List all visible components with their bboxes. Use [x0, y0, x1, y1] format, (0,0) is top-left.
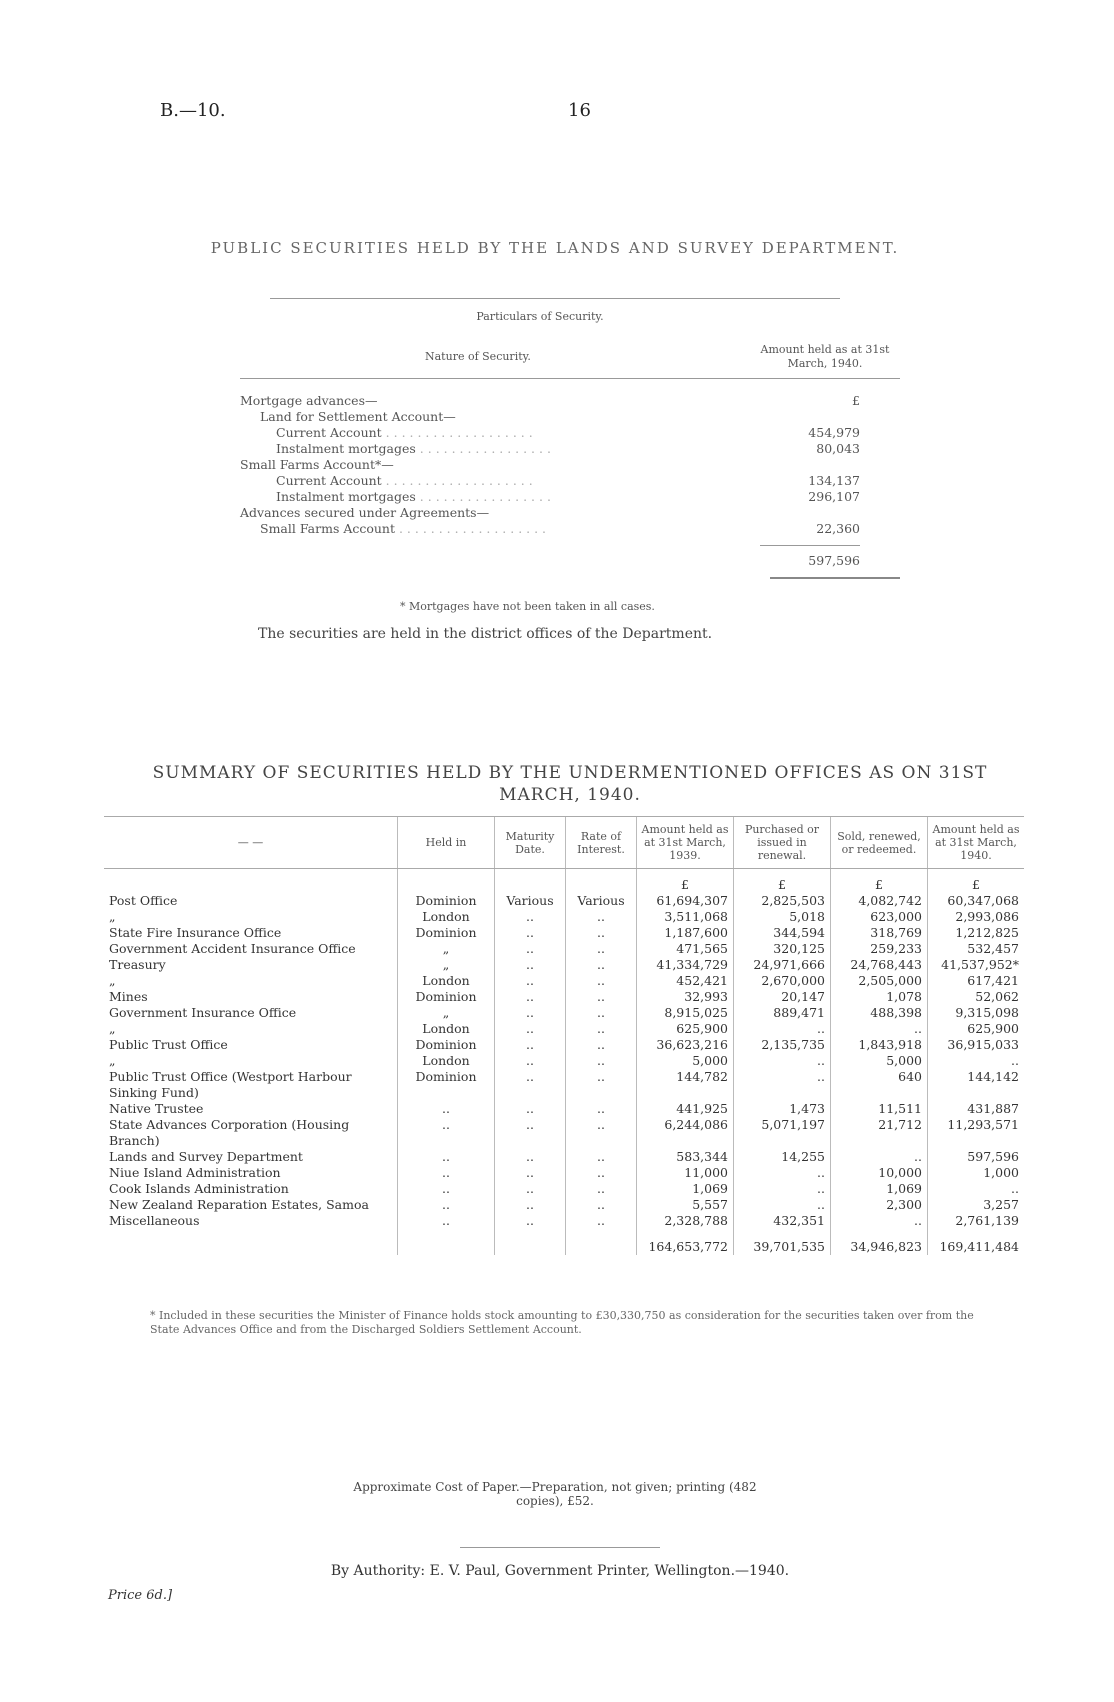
amount-1939-cell: 5,000 — [637, 1053, 734, 1069]
maturity-cell: .. — [495, 1117, 566, 1149]
sold-cell: 640 — [831, 1069, 928, 1101]
maturity-cell: .. — [495, 1181, 566, 1197]
purchased-cell: .. — [734, 1021, 831, 1037]
amount-1940-cell: 431,887 — [928, 1101, 1025, 1117]
amount-1940-cell: 1,212,825 — [928, 925, 1025, 941]
row-label: Mortgage advances— — [240, 393, 378, 408]
note-text: The securities are held in the district offices of the Department. — [258, 626, 713, 642]
purchased-cell: 344,594 — [734, 925, 831, 941]
amount-1939-cell: 583,344 — [637, 1149, 734, 1165]
amount-1940-cell: 617,421 — [928, 973, 1025, 989]
table-row — [276, 473, 533, 488]
sold-cell: 1,843,918 — [831, 1037, 928, 1053]
office-cell: New Zealand Reparation Estates, Samoa — [109, 1197, 369, 1212]
authority-line: By Authority: E. V. Paul, Government Printer, Wellington.—1940. — [330, 1563, 790, 1579]
held-in-cell: „ — [398, 957, 495, 973]
office-cell: Public Trust Office — [109, 1037, 228, 1052]
row-label: Instalment mortgages — [276, 441, 416, 456]
rate-cell: .. — [566, 1213, 637, 1229]
currency-symbol: £ — [637, 869, 734, 894]
currency-symbol: £ — [734, 869, 831, 894]
maturity-cell: .. — [495, 989, 566, 1005]
column-header-held-in: Held in — [398, 817, 495, 869]
held-in-cell: „ — [398, 1005, 495, 1021]
amount-1939-cell: 471,565 — [637, 941, 734, 957]
amount-1940-cell: 2,993,086 — [928, 909, 1025, 925]
held-in-cell: Dominion — [398, 925, 495, 941]
currency-row — [104, 869, 1024, 894]
amount-1939-cell: 11,000 — [637, 1165, 734, 1181]
maturity-cell: .. — [495, 973, 566, 989]
total-a1939-cell: 164,653,772 — [637, 1229, 734, 1255]
cost-note: Approximate Cost of Paper.—Preparation, not given; printing (482 copies), £52. — [353, 1480, 757, 1508]
table-row — [260, 409, 456, 424]
purchased-cell: 2,135,735 — [734, 1037, 831, 1053]
maturity-cell: .. — [495, 1069, 566, 1101]
office-cell: Government Accident Insurance Office — [109, 941, 356, 956]
held-in-cell: Dominion — [398, 989, 495, 1005]
office-cell: „ — [109, 973, 116, 988]
held-in-cell: .. — [398, 1213, 495, 1229]
purchased-cell: 2,825,503 — [734, 893, 831, 909]
held-in-cell: .. — [398, 1149, 495, 1165]
table-row — [104, 941, 1024, 957]
section-title: PUBLIC SECURITIES HELD BY THE LANDS AND SURVEY DEPARTMENT. — [210, 239, 900, 257]
rate-cell: .. — [566, 1037, 637, 1053]
table-row — [260, 521, 546, 536]
page-number: 16 — [568, 100, 591, 121]
rate-cell: .. — [566, 941, 637, 957]
office-cell: Cook Islands Administration — [109, 1181, 289, 1196]
sold-cell: 488,398 — [831, 1005, 928, 1021]
office-cell: „ — [109, 909, 116, 924]
maturity-cell: .. — [495, 1165, 566, 1181]
purchased-cell: 432,351 — [734, 1213, 831, 1229]
purchased-cell: .. — [734, 1197, 831, 1213]
totals-row — [104, 1229, 1024, 1255]
amount-1940-cell: 2,761,139 — [928, 1213, 1025, 1229]
rate-cell: .. — [566, 1165, 637, 1181]
amount-1939-cell: 1,187,600 — [637, 925, 734, 941]
summary-title: SUMMARY OF SECURITIES HELD BY THE UNDERMENTIONED OFFICES AS ON 31ST MARCH, 1940. — [152, 763, 988, 805]
sold-cell: 4,082,742 — [831, 893, 928, 909]
table-row — [104, 1165, 1024, 1181]
total-value: 597,596 — [808, 553, 860, 568]
maturity-cell: .. — [495, 925, 566, 941]
maturity-cell: Various — [495, 893, 566, 909]
row-label: Instalment mortgages — [276, 489, 416, 504]
held-in-cell: London — [398, 1053, 495, 1069]
office-cell: Niue Island Administration — [109, 1165, 281, 1180]
rate-cell: .. — [566, 1101, 637, 1117]
amount-1940-cell: .. — [928, 1053, 1025, 1069]
amount-1939-cell: 61,694,307 — [637, 893, 734, 909]
table-row — [104, 989, 1024, 1005]
row-label: Current Account — [276, 473, 382, 488]
purchased-cell: .. — [734, 1165, 831, 1181]
held-in-cell: London — [398, 1021, 495, 1037]
sold-cell: 10,000 — [831, 1165, 928, 1181]
office-cell: Mines — [109, 989, 148, 1004]
purchased-cell: 5,071,197 — [734, 1117, 831, 1149]
rate-cell: .. — [566, 1005, 637, 1021]
table-header-row — [104, 817, 1024, 869]
sold-cell: 2,505,000 — [831, 973, 928, 989]
held-in-cell: Dominion — [398, 1069, 495, 1101]
rate-cell: .. — [566, 1197, 637, 1213]
sold-cell: 318,769 — [831, 925, 928, 941]
table-row — [104, 925, 1024, 941]
table-row — [276, 425, 533, 440]
divider — [240, 378, 900, 379]
amount-1939-cell: 3,511,068 — [637, 909, 734, 925]
office-cell: „ — [109, 1053, 116, 1068]
table-row — [104, 973, 1024, 989]
held-in-cell: .. — [398, 1197, 495, 1213]
amount-1939-cell: 1,069 — [637, 1181, 734, 1197]
column-header-purchased: Purchased or issued in renewal. — [734, 817, 831, 869]
sold-cell: 24,768,443 — [831, 957, 928, 973]
purchased-cell: 14,255 — [734, 1149, 831, 1165]
purchased-cell: .. — [734, 1181, 831, 1197]
column-header-maturity: Maturity Date. — [495, 817, 566, 869]
amount-1940-cell: 532,457 — [928, 941, 1025, 957]
securities-table — [240, 393, 900, 593]
amount-1940-cell: 1,000 — [928, 1165, 1025, 1181]
table-row — [104, 1117, 1024, 1149]
sold-cell: 5,000 — [831, 1053, 928, 1069]
table-row — [104, 1021, 1024, 1037]
rate-cell: .. — [566, 1149, 637, 1165]
table-row — [104, 1005, 1024, 1021]
amount-1940-cell: 3,257 — [928, 1197, 1025, 1213]
total-a1940-cell: 169,411,484 — [928, 1229, 1025, 1255]
currency-symbol: £ — [852, 393, 860, 408]
row-value: 134,137 — [808, 473, 860, 488]
maturity-cell: .. — [495, 1101, 566, 1117]
office-cell: Miscellaneous — [109, 1213, 200, 1228]
amount-1939-cell: 36,623,216 — [637, 1037, 734, 1053]
sold-cell: 21,712 — [831, 1117, 928, 1149]
sold-cell: 1,078 — [831, 989, 928, 1005]
rate-cell: .. — [566, 1181, 637, 1197]
rate-cell: .. — [566, 1069, 637, 1101]
row-label: Current Account — [276, 425, 382, 440]
column-header-amount: Amount held as at 31st March, 1940. — [760, 343, 890, 370]
table-row — [104, 1197, 1024, 1213]
amount-1940-cell: .. — [928, 1181, 1025, 1197]
amount-1940-cell: 11,293,571 — [928, 1117, 1025, 1149]
amount-1939-cell: 6,244,086 — [637, 1117, 734, 1149]
leader-dots: . . . . . . . . . . . . . . . . . — [415, 489, 551, 504]
amount-1939-cell: 5,557 — [637, 1197, 734, 1213]
amount-1939-cell: 452,421 — [637, 973, 734, 989]
column-header-rate: Rate of Interest. — [566, 817, 637, 869]
held-in-cell: .. — [398, 1165, 495, 1181]
table-row — [104, 1101, 1024, 1117]
maturity-cell: .. — [495, 1053, 566, 1069]
amount-1940-cell: 52,062 — [928, 989, 1025, 1005]
held-in-cell: Dominion — [398, 1037, 495, 1053]
purchased-cell: .. — [734, 1069, 831, 1101]
held-in-cell: .. — [398, 1101, 495, 1117]
column-header-office: — — — [104, 817, 398, 869]
rate-cell: .. — [566, 925, 637, 941]
series-number: B.—10. — [160, 100, 226, 121]
table-row — [104, 1149, 1024, 1165]
summary-footnote: * Included in these securities the Minister of Finance holds stock amounting to £30,330,750 as consideration for the securities taken over from the State Advances Office and from the Discharged Soldiers Settlement Account. — [150, 1309, 974, 1336]
amount-1939-cell: 625,900 — [637, 1021, 734, 1037]
amount-1940-cell: 60,347,068 — [928, 893, 1025, 909]
price-label: Price 6d.] — [108, 1588, 173, 1603]
particulars-heading: Particulars of Security. — [476, 310, 604, 323]
table-row — [240, 505, 489, 520]
row-value: 296,107 — [808, 489, 860, 504]
rate-cell: .. — [566, 957, 637, 973]
rate-cell: .. — [566, 973, 637, 989]
sold-cell: .. — [831, 1021, 928, 1037]
office-cell: Treasury — [109, 957, 166, 972]
purchased-cell: 889,471 — [734, 1005, 831, 1021]
sold-cell: .. — [831, 1213, 928, 1229]
divider — [770, 577, 900, 579]
office-cell: State Advances Corporation (Housing Branch) — [109, 1117, 350, 1148]
maturity-cell: .. — [495, 941, 566, 957]
purchased-cell: 24,971,666 — [734, 957, 831, 973]
table-row — [104, 909, 1024, 925]
maturity-cell: .. — [495, 1213, 566, 1229]
leader-dots: . . . . . . . . . . . . . . . . . . . — [381, 425, 533, 440]
summary-table — [104, 816, 1024, 1255]
rate-cell: .. — [566, 1053, 637, 1069]
office-cell: Native Trustee — [109, 1101, 204, 1116]
leader-dots: . . . . . . . . . . . . . . . . . — [415, 441, 551, 456]
maturity-cell: .. — [495, 909, 566, 925]
maturity-cell: .. — [495, 957, 566, 973]
office-cell: Post Office — [109, 893, 178, 908]
amount-1939-cell: 41,334,729 — [637, 957, 734, 973]
row-label: Land for Settlement Account— — [260, 409, 456, 424]
amount-1940-cell: 36,915,033 — [928, 1037, 1025, 1053]
maturity-cell: .. — [495, 1149, 566, 1165]
currency-symbol: £ — [928, 869, 1025, 894]
table-row — [240, 393, 377, 408]
amount-1939-cell: 144,782 — [637, 1069, 734, 1101]
row-label: Small Farms Account*— — [240, 457, 394, 472]
purchased-cell: 2,670,000 — [734, 973, 831, 989]
amount-1939-cell: 8,915,025 — [637, 1005, 734, 1021]
leader-dots: . . . . . . . . . . . . . . . . . . . — [381, 473, 533, 488]
held-in-cell: London — [398, 909, 495, 925]
table-row — [104, 1181, 1024, 1197]
footnote: * Mortgages have not been taken in all cases. — [400, 600, 655, 613]
divider — [760, 545, 860, 546]
purchased-cell: 1,473 — [734, 1101, 831, 1117]
purchased-cell: .. — [734, 1053, 831, 1069]
maturity-cell: .. — [495, 1021, 566, 1037]
total-purchased-cell: 39,701,535 — [734, 1229, 831, 1255]
office-cell: „ — [109, 1021, 116, 1036]
table-row — [104, 957, 1024, 973]
sold-cell: 259,233 — [831, 941, 928, 957]
held-in-cell: .. — [398, 1117, 495, 1149]
rate-cell: .. — [566, 909, 637, 925]
office-cell: State Fire Insurance Office — [109, 925, 282, 940]
column-header-amount-1940: Amount held as at 31st March, 1940. — [928, 817, 1025, 869]
table-row — [276, 489, 551, 504]
sold-cell: .. — [831, 1149, 928, 1165]
table-row — [276, 441, 551, 456]
office-cell: Lands and Survey Department — [109, 1149, 303, 1164]
purchased-cell: 5,018 — [734, 909, 831, 925]
office-cell: Public Trust Office (Westport Harbour Sinking Fund) — [109, 1069, 352, 1100]
held-in-cell: London — [398, 973, 495, 989]
office-cell: Government Insurance Office — [109, 1005, 297, 1020]
amount-1939-cell: 441,925 — [637, 1101, 734, 1117]
row-value: 22,360 — [816, 521, 860, 536]
held-in-cell: .. — [398, 1181, 495, 1197]
table-row — [104, 1213, 1024, 1229]
divider — [270, 298, 840, 299]
rate-cell: .. — [566, 1021, 637, 1037]
purchased-cell: 20,147 — [734, 989, 831, 1005]
column-header-nature: Nature of Security. — [425, 350, 531, 363]
column-header-amount-1939: Amount held as at 31st March, 1939. — [637, 817, 734, 869]
row-value: 454,979 — [808, 425, 860, 440]
amount-1940-cell: 9,315,098 — [928, 1005, 1025, 1021]
rate-cell: Various — [566, 893, 637, 909]
leader-dots: . . . . . . . . . . . . . . . . . . . — [395, 521, 547, 536]
row-label: Small Farms Account — [260, 521, 396, 536]
table-row — [104, 893, 1024, 909]
amount-1940-cell: 144,142 — [928, 1069, 1025, 1101]
held-in-cell: „ — [398, 941, 495, 957]
divider — [460, 1547, 660, 1548]
currency-symbol: £ — [831, 869, 928, 894]
amount-1940-cell: 597,596 — [928, 1149, 1025, 1165]
held-in-cell: Dominion — [398, 893, 495, 909]
rate-cell: .. — [566, 989, 637, 1005]
maturity-cell: .. — [495, 1037, 566, 1053]
row-value: 80,043 — [816, 441, 860, 456]
sold-cell: 2,300 — [831, 1197, 928, 1213]
maturity-cell: .. — [495, 1005, 566, 1021]
table-row — [240, 457, 394, 472]
table-row — [104, 1069, 1024, 1101]
purchased-cell: 320,125 — [734, 941, 831, 957]
table-row — [104, 1037, 1024, 1053]
sold-cell: 11,511 — [831, 1101, 928, 1117]
total-sold-cell: 34,946,823 — [831, 1229, 928, 1255]
column-header-sold: Sold, renewed, or redeemed. — [831, 817, 928, 869]
amount-1939-cell: 2,328,788 — [637, 1213, 734, 1229]
amount-1940-cell: 625,900 — [928, 1021, 1025, 1037]
amount-1939-cell: 32,993 — [637, 989, 734, 1005]
sold-cell: 623,000 — [831, 909, 928, 925]
rate-cell: .. — [566, 1117, 637, 1149]
table-row — [104, 1053, 1024, 1069]
sold-cell: 1,069 — [831, 1181, 928, 1197]
row-label: Advances secured under Agreements— — [240, 505, 490, 520]
amount-1940-cell: 41,537,952* — [928, 957, 1025, 973]
maturity-cell: .. — [495, 1197, 566, 1213]
